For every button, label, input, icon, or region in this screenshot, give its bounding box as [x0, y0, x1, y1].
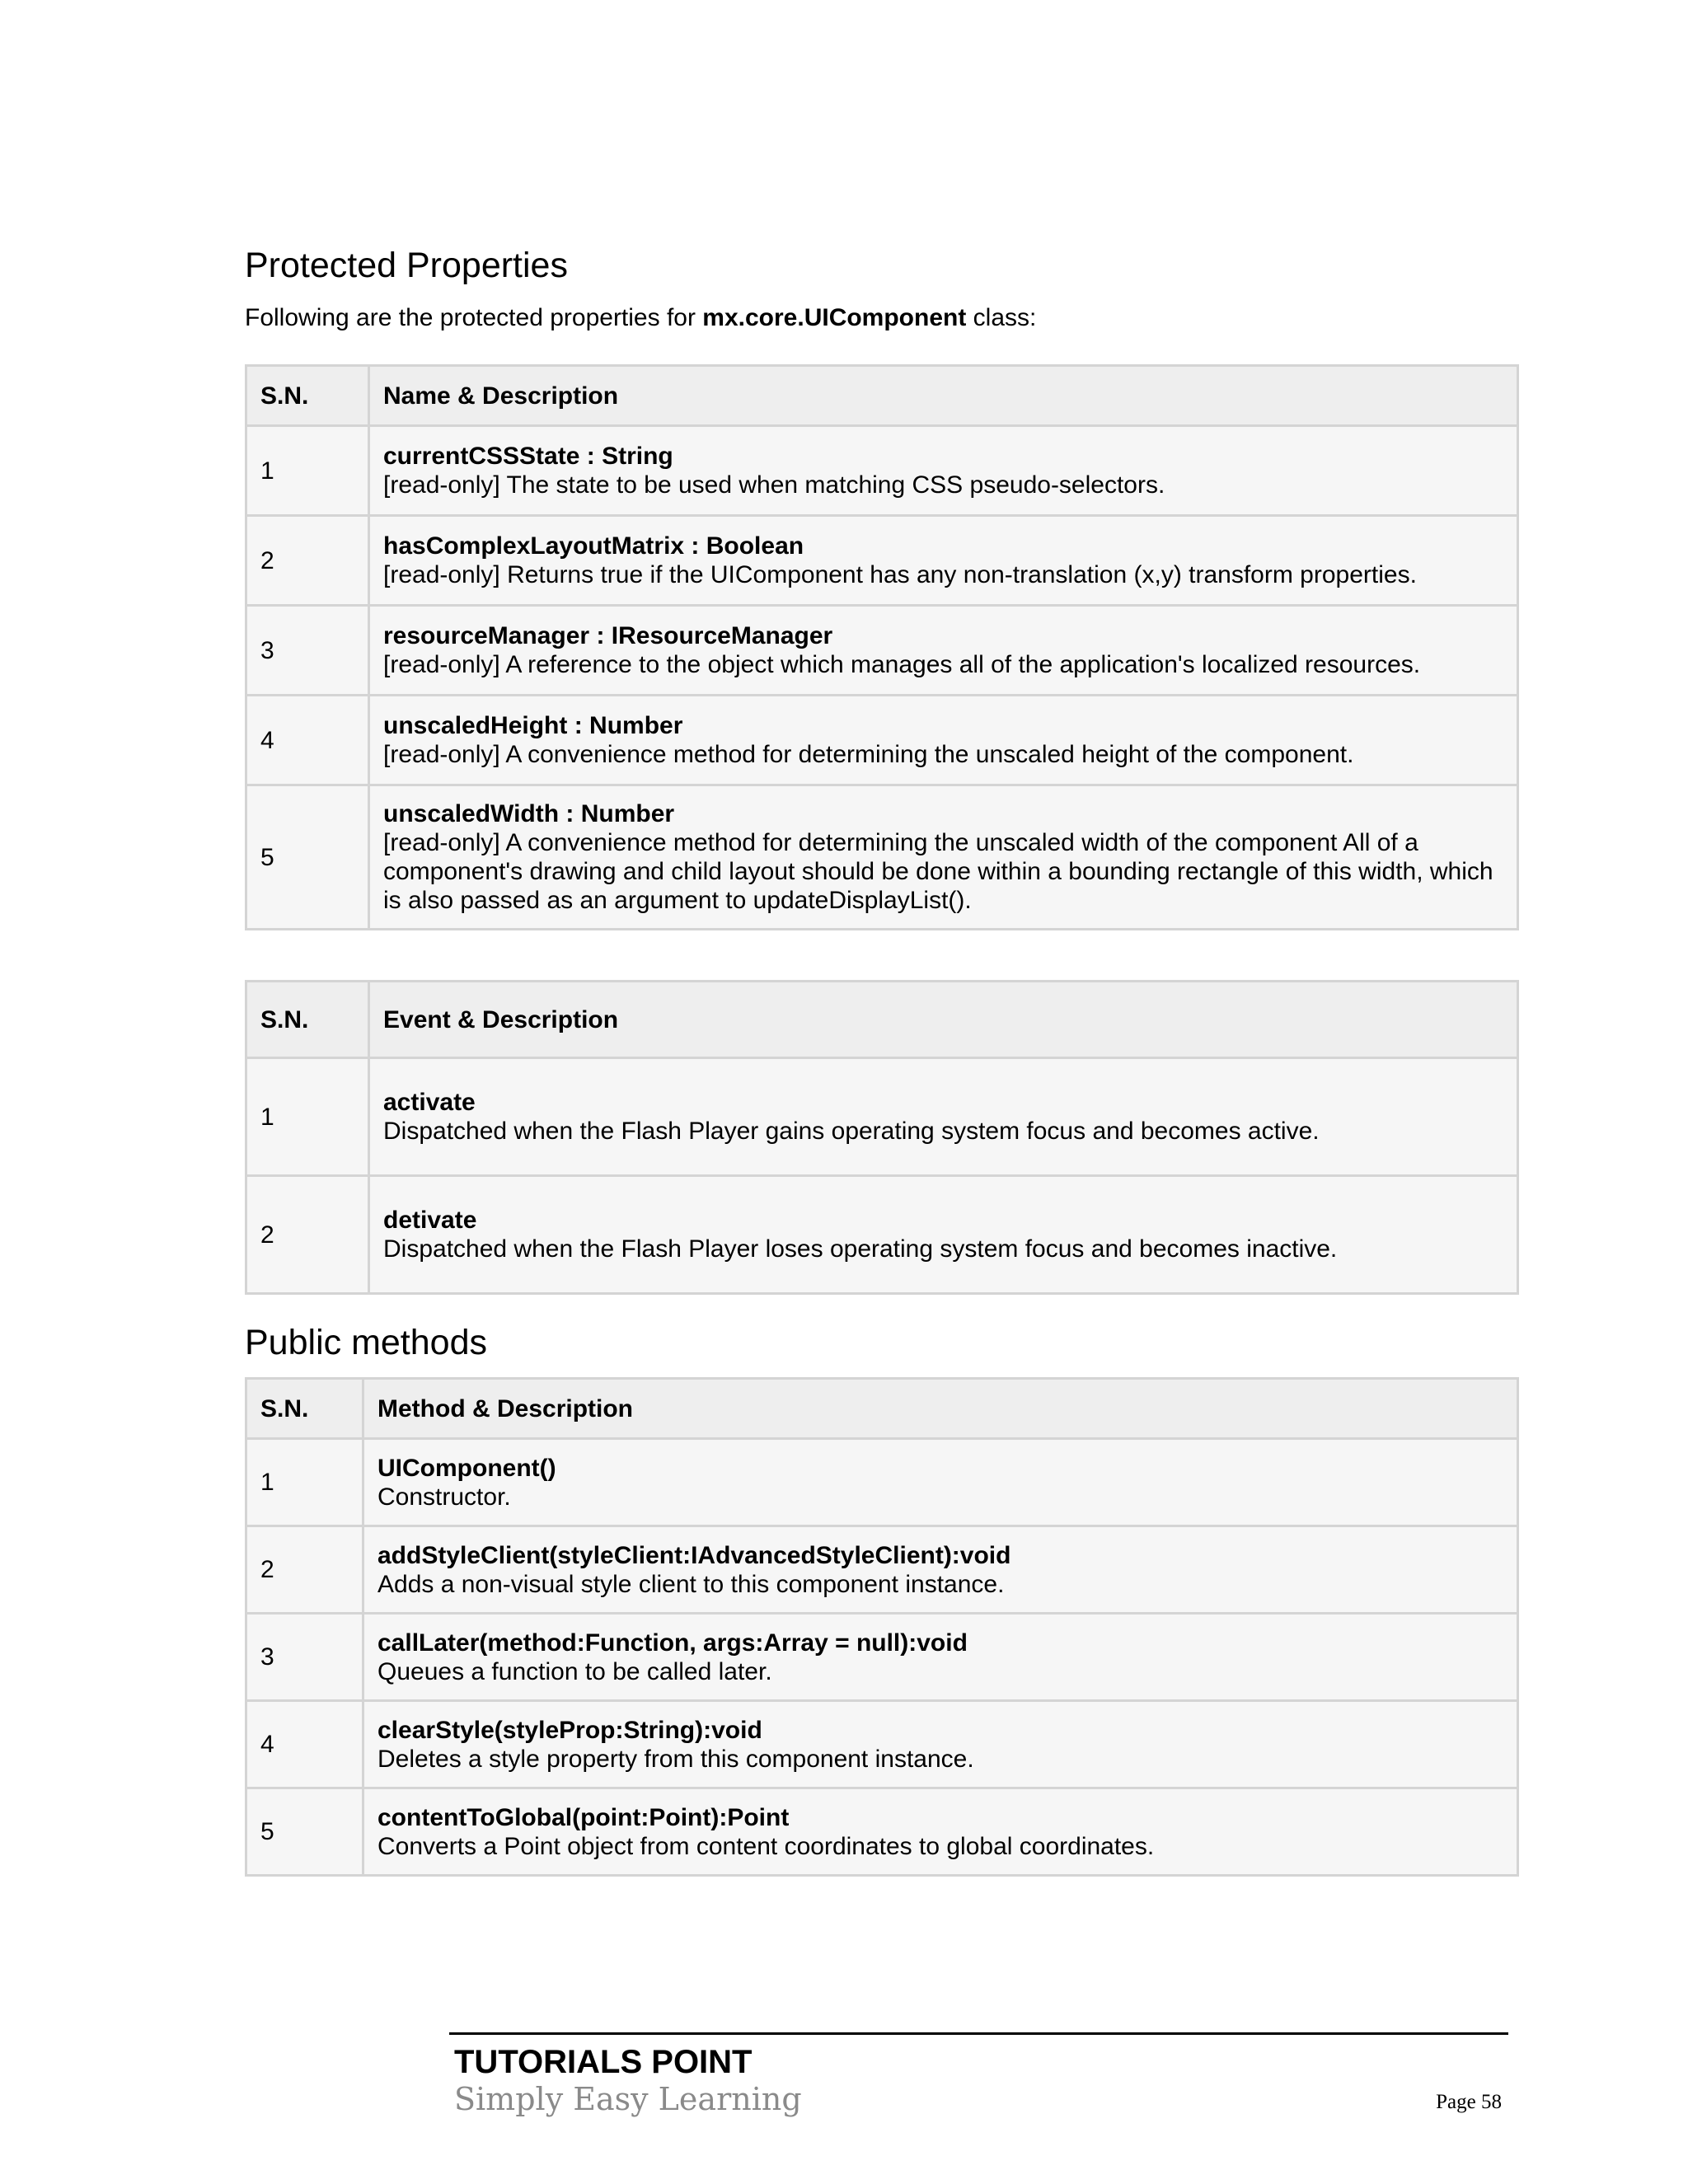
row-content	[369, 1176, 1518, 1294]
row-content	[369, 606, 1518, 696]
intro-paragraph	[245, 302, 1519, 335]
method-name: callLater(method:Function, args:Array = null):void	[377, 1629, 968, 1657]
row-number: 5	[246, 785, 369, 930]
page-number: Page 58	[1436, 2091, 1502, 2113]
event-name: detivate	[383, 1207, 477, 1234]
table-row	[246, 606, 1518, 696]
header-event-description: Event & Description	[369, 982, 1518, 1058]
row-number: 1	[246, 1058, 369, 1176]
header-name-description: Name & Description	[369, 366, 1518, 426]
row-content	[363, 1701, 1518, 1788]
intro-suffix: class:	[966, 304, 1037, 331]
table-header-row	[246, 982, 1518, 1058]
table-row	[246, 1058, 1518, 1176]
header-method-description: Method & Description	[363, 1379, 1518, 1439]
method-description: Queues a function to be called later.	[377, 1657, 772, 1685]
intro-class-name: mx.core.UIComponent	[702, 304, 967, 331]
section-heading-protected-properties: Protected Properties	[245, 246, 568, 285]
intro-prefix: Following are the protected properties for	[245, 304, 703, 331]
table-row	[246, 696, 1518, 785]
table-row	[246, 426, 1518, 516]
table-row	[246, 1439, 1518, 1526]
property-description: [read-only] Returns true if the UIComponent has any non-translation (x,y) transform properties.	[383, 561, 1417, 588]
public-methods-table	[245, 1377, 1519, 1877]
row-content	[363, 1788, 1518, 1876]
row-number: 2	[246, 1176, 369, 1294]
property-name: unscaledWidth : Number	[383, 800, 675, 827]
row-number: 4	[246, 696, 369, 785]
table-row	[246, 1176, 1518, 1294]
footer-divider	[449, 2032, 1508, 2035]
table-header-row	[246, 366, 1518, 426]
row-number: 1	[246, 426, 369, 516]
row-content	[363, 1439, 1518, 1526]
footer-tagline: Simply Easy Learning	[454, 2081, 802, 2117]
row-content	[369, 1058, 1518, 1176]
event-description: Dispatched when the Flash Player gains operating system focus and becomes active.	[383, 1118, 1320, 1145]
event-description: Dispatched when the Flash Player loses operating system focus and becomes inactive.	[383, 1235, 1338, 1263]
method-name: UIComponent()	[377, 1454, 556, 1482]
row-number: 5	[246, 1788, 363, 1876]
row-content	[369, 696, 1518, 785]
row-content	[369, 516, 1518, 606]
row-number: 3	[246, 1614, 363, 1701]
method-name: contentToGlobal(point:Point):Point	[377, 1803, 790, 1831]
method-description: Adds a non-visual style client to this component instance.	[377, 1570, 1005, 1598]
table-row	[246, 1788, 1518, 1876]
header-sn: S.N.	[246, 982, 369, 1058]
method-name: addStyleClient(styleClient:IAdvancedStyleClient):void	[377, 1541, 1011, 1569]
row-number: 2	[246, 1526, 363, 1614]
property-description: [read-only] A convenience method for determining the unscaled width of the component All of a component's drawing and child layout should be done within a bounding rectangle of this width, which is also passed as an argument to updateDisplayList().	[383, 829, 1493, 914]
header-sn: S.N.	[246, 366, 369, 426]
row-number: 4	[246, 1701, 363, 1788]
table-row	[246, 785, 1518, 930]
events-table	[245, 980, 1519, 1295]
table-row	[246, 516, 1518, 606]
row-content	[369, 785, 1518, 930]
page-content	[245, 244, 1519, 1877]
method-description: Deletes a style property from this component instance.	[377, 1745, 974, 1773]
footer-brand: TUTORIALS POINT	[454, 2044, 753, 2080]
table-row	[246, 1526, 1518, 1614]
property-description: [read-only] A convenience method for determining the unscaled height of the component.	[383, 741, 1354, 768]
section-heading-public-methods: Public methods	[245, 1323, 487, 1362]
row-number: 2	[246, 516, 369, 606]
property-description: [read-only] The state to be used when matching CSS pseudo-selectors.	[383, 471, 1165, 499]
table-header-row	[246, 1379, 1518, 1439]
protected-properties-table	[245, 364, 1519, 930]
row-number: 3	[246, 606, 369, 696]
row-content	[363, 1614, 1518, 1701]
property-name: hasComplexLayoutMatrix : Boolean	[383, 532, 804, 560]
method-description: Converts a Point object from content coordinates to global coordinates.	[377, 1832, 1155, 1860]
event-name: activate	[383, 1089, 476, 1116]
method-name: clearStyle(styleProp:String):void	[377, 1716, 762, 1744]
header-sn: S.N.	[246, 1379, 363, 1439]
row-content	[369, 426, 1518, 516]
row-content	[363, 1526, 1518, 1614]
property-name: unscaledHeight : Number	[383, 712, 683, 739]
method-description: Constructor.	[377, 1483, 511, 1511]
property-name: resourceManager : IResourceManager	[383, 622, 833, 649]
property-description: [read-only] A reference to the object which manages all of the application's localized resources.	[383, 651, 1421, 678]
property-name: currentCSSState : String	[383, 443, 673, 470]
table-row	[246, 1614, 1518, 1701]
row-number: 1	[246, 1439, 363, 1526]
table-row	[246, 1701, 1518, 1788]
